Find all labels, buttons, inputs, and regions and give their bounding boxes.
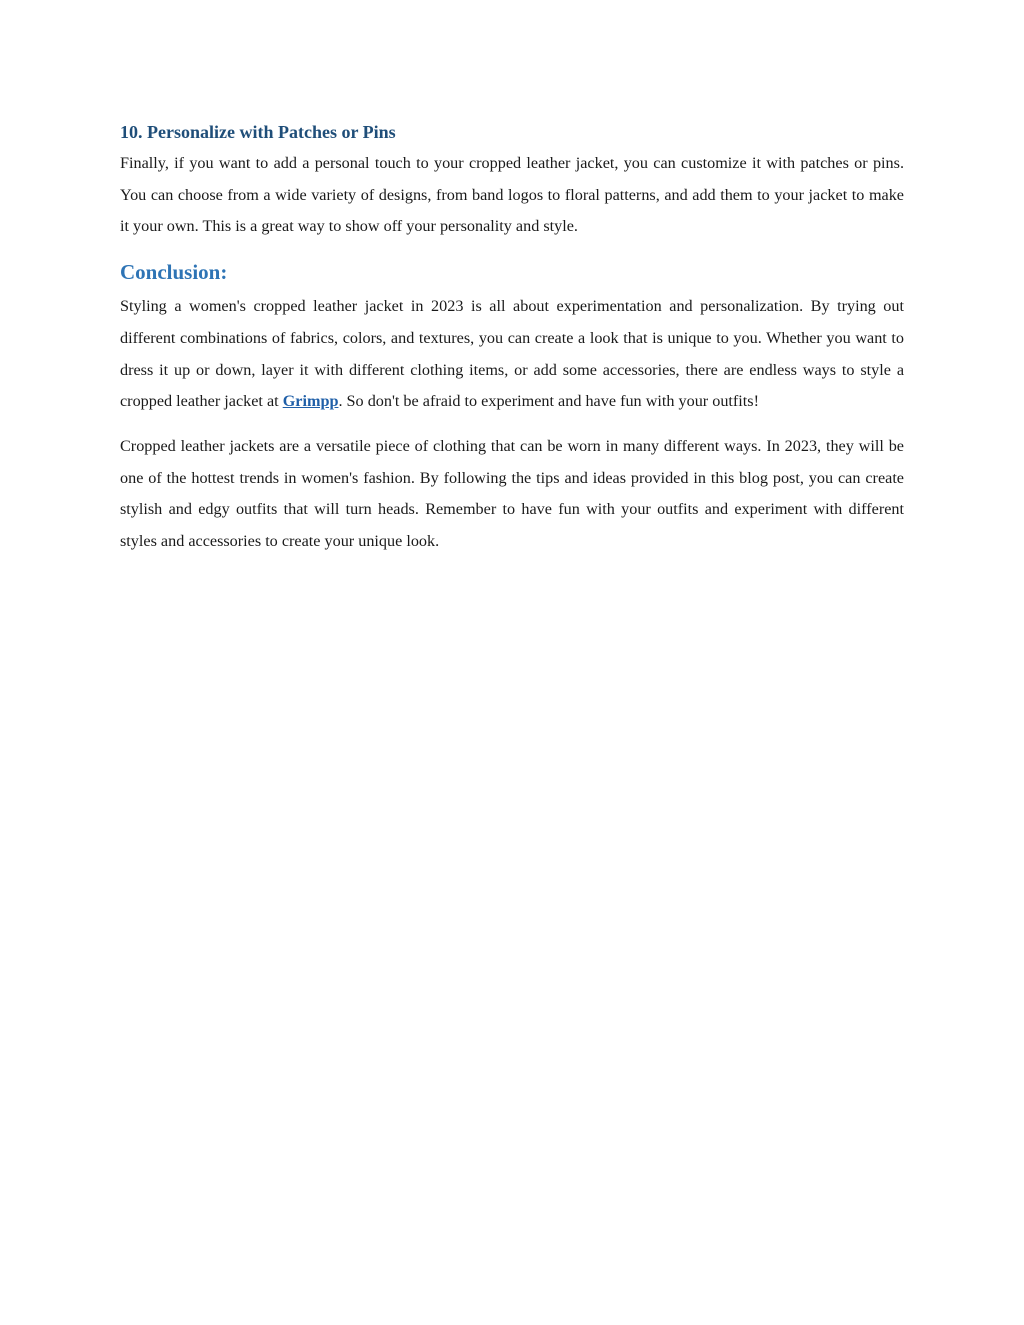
section-paragraph-personalize: Finally, if you want to add a personal touch to your cropped leather jacket, you can customize it with patches or pins. You can choose from a wide variety of designs, from band logos to floral patterns, and add them to your jacket to make it your own. This is a great way to show off your personality and style.	[120, 154, 904, 236]
conclusion-heading: Conclusion:	[120, 260, 228, 285]
document-page	[120, 118, 904, 558]
conclusion-paragraph-2: Cropped leather jackets are a versatile piece of clothing that can be worn in many different ways. In 2023, they will be one of the hottest trends in women's fashion. By following the tips and ideas provided in this blog post, you can create stylish and edgy outfits that will turn heads. Remember to have fun with your outfits and experiment with different styles and accessories to create your unique look.	[120, 436, 904, 551]
conclusion-paragraph-1-text-start: Styling a women's cropped leather jacket in 2023 is all about experimentation and personalization. By trying out different combinations of fabrics, colors, and textures, you can create a look that is unique to you. Whether you want to dress it up or down, layer it with different clothing items, or add some accessories, there are endless ways to style a cropped leather jacket at	[120, 297, 904, 411]
grimpp-link[interactable]: Grimpp	[282, 392, 339, 411]
conclusion-paragraph-1-text-end: . So don't be afraid to experiment and have fun with your outfits!	[338, 392, 759, 411]
section-heading-personalize: 10. Personalize with Patches or Pins	[120, 122, 396, 142]
conclusion-paragraph-1	[120, 291, 904, 418]
